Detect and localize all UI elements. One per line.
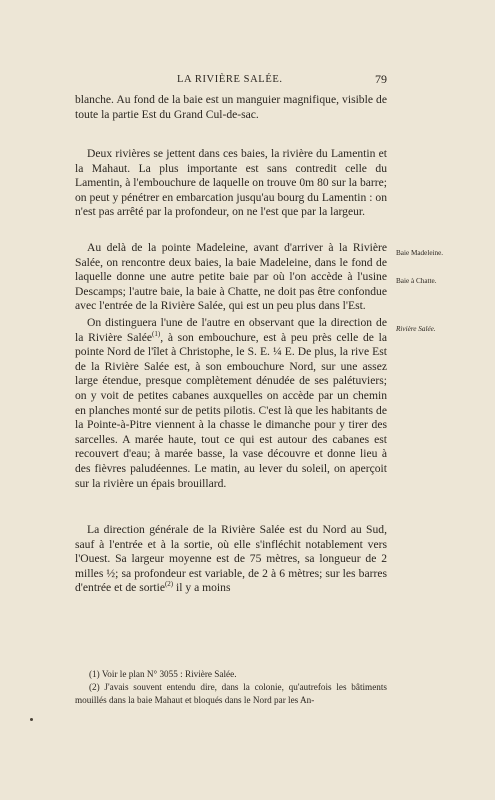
footnotes xyxy=(75,668,387,707)
paragraph-3 xyxy=(75,241,387,314)
paragraph-text xyxy=(75,523,387,596)
paragraph-4 xyxy=(75,316,387,491)
paragraph-2 xyxy=(75,147,387,220)
paragraph-text: Deux rivières se jettent dans ces baies, la rivière du Lamentin et la Mahaut. La plus importante est sans contredit celle du Lamentin, à l'embouchure de laquelle on trouve 0m 80 sur la barre; on peut y pénétrer en embarcation jusqu'au bourg du Lamentin : on n'est pas arrêté par la profondeur, on ne l'est que par la largeur. xyxy=(75,147,387,219)
paragraph-text xyxy=(75,316,387,491)
paragraph-5 xyxy=(75,523,387,596)
page-number: 79 xyxy=(375,72,387,86)
paragraph-text-part: La direction générale de la Rivière Salée est du Nord au Sud, sauf à l'entrée et à la sortie, où elle s'infléchit notablement vers l'Ouest. Sa largeur moyenne est de 75 mètres, sa longueur de 2 milles ½; sa profondeur est variable, de 2 à 6 mètres; sur les barres d'entrée et de sortie xyxy=(75,523,387,595)
footnote-ref-2: (2) xyxy=(164,580,174,589)
paragraph-1 xyxy=(75,93,387,122)
margin-note-baie-a-chatte: Baie à Chatte. xyxy=(396,277,437,285)
footnote-1: (1) Voir le plan N° 3055 : Rivière Salée. xyxy=(89,669,237,679)
running-header xyxy=(75,74,387,90)
paper-speck xyxy=(30,718,33,721)
margin-note-baie-madeleine: Baie Madeleine. xyxy=(396,249,444,257)
paragraph-text-part: On distinguera l'une de l'autre en observant que la direction de la Rivière Salée xyxy=(75,316,387,344)
footnote-ref-1: (1) xyxy=(152,329,161,338)
paragraph-text-part: il y a moins xyxy=(173,581,231,595)
paragraph-text: Au delà de la pointe Madeleine, avant d'arriver à la Rivière Salée, on rencontre deux baies, la baie Madeleine, dans le fond de laquelle donne une autre petite baie par où l'on accède à l'usine Descamps; l'autre baie, la baie à Chatte, ne doit pas être confondue avec l'entrée de la Rivière Salée, qui est un peu plus dans l'Est. xyxy=(75,241,387,313)
paragraph-text: blanche. Au fond de la baie est un manguier magnifique, visible de toute la partie Est du Grand Cul-de-sac. xyxy=(75,93,387,121)
paragraph-text-part: , à son embouchure, est à peu près celle de la pointe Nord de l'îlet à Christophe, le S. E. ¼ E. De plus, la rive Est de la Rivière Salée est, à son embouchure Nord, sur une assez large étendue, presque complètement dénudée de ses palétuviers; on y voit de petites cabanes auxquelles on accède par un chemin en planches monté sur de petits pilotis. C'est là que les habitants de la Pointe-à-Pitre viennent à la chasse le dimanche pour y tirer des sarcelles. A marée haute, tout ce qui est autour des cabanes est recouvert d'eau; à marée basse, la vase découvre et donne lieu à des fièvres paludéennes. Le matin, au lever du soleil, on aperçoit sur la rivière un épais brouillard. xyxy=(75,330,387,490)
running-title: LA RIVIÈRE SALÉE. xyxy=(177,74,283,85)
footnote-2: (2) J'avais souvent entendu dire, dans la colonie, qu'autrefois les bâtiments mouillés dans la baie Mahaut et bloqués dans le Nord par les An- xyxy=(75,682,387,705)
margin-note-riviere-salee: Rivière Salée. xyxy=(396,325,436,333)
